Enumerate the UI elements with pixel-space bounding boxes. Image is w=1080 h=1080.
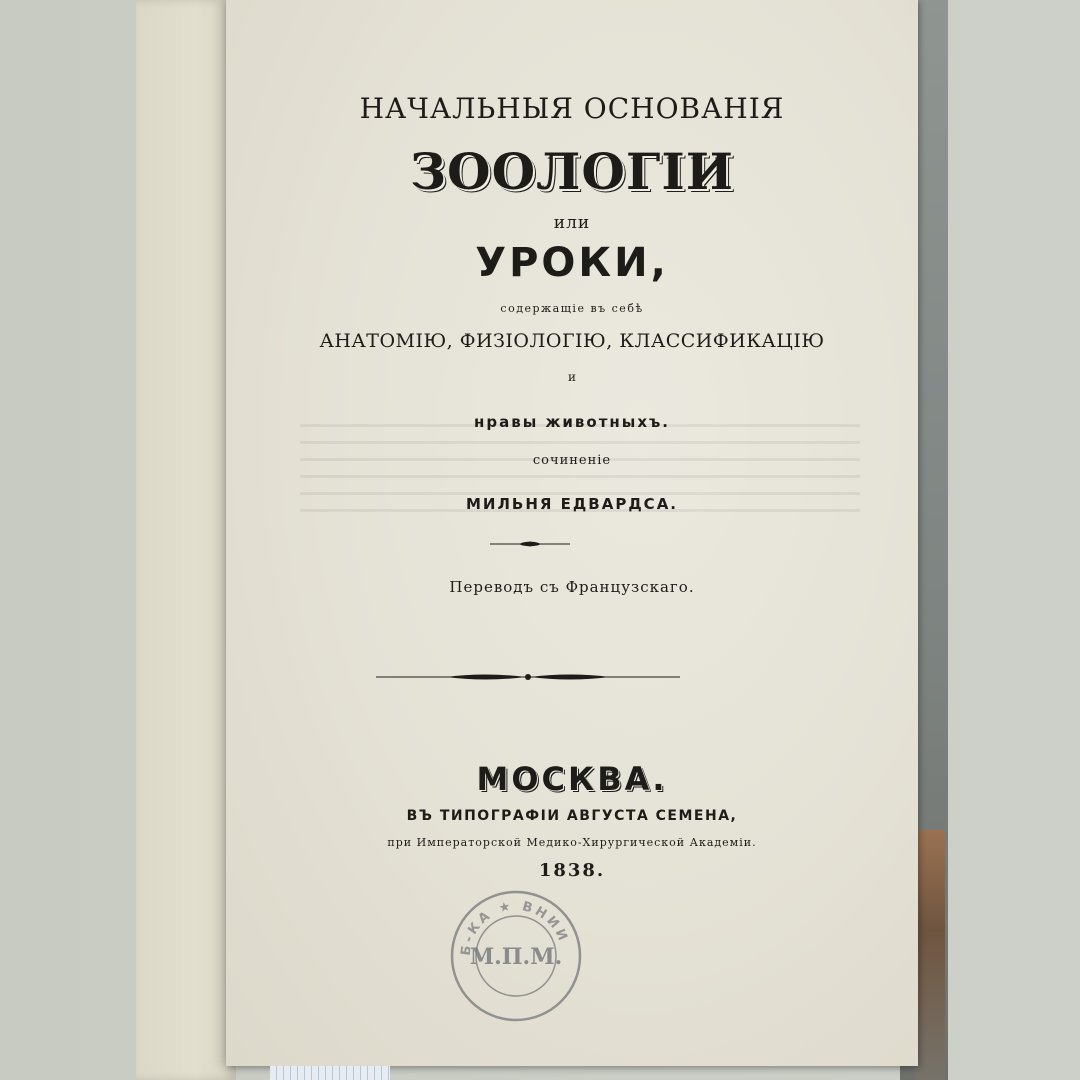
imprint-detail: при Императорской Медико-Хирургической Академіи.	[387, 836, 757, 849]
background-table	[915, 830, 945, 1080]
library-stamp-icon	[448, 888, 584, 1024]
subjects-end: нравы животныхъ.	[473, 413, 670, 431]
ornament-rule-icon	[376, 670, 680, 684]
subtitle-small: содержащіе въ себѣ	[500, 302, 644, 315]
title-line-3: УРОКИ,	[475, 240, 669, 286]
conjunction-or: или	[553, 213, 591, 233]
ornament-rule-icon	[490, 540, 570, 548]
title-line-1: НАЧАЛЬНЫЯ ОСНОВАНІЯ	[359, 92, 785, 125]
imprint-year: 1838.	[538, 860, 606, 881]
composition-label: сочиненіе	[532, 453, 612, 468]
subjects-line: АНАТОМІЮ, ФИЗІОЛОГІЮ, КЛАССИФИКАЦІЮ	[319, 330, 825, 352]
previous-leaf	[136, 0, 236, 1080]
stamp-center-text: М.П.М.	[469, 944, 563, 970]
imprint-city: МОСКВА.	[476, 760, 668, 798]
imprint-printer: ВЪ ТИПОГРАФІИ АВГУСТА СЕМЕНА,	[406, 808, 738, 824]
conjunction-and: и	[568, 370, 576, 384]
title-line-2: ЗООЛОГІИ	[409, 142, 735, 201]
bottom-paper-strip	[270, 1066, 390, 1080]
author-name: МИЛЬНЯ ЕДВАРДСА.	[465, 495, 678, 513]
translation-note: Переводъ съ Французскаго.	[449, 578, 695, 596]
stamp-rim-text: Б-КА ★ ВНИИ	[458, 898, 572, 957]
